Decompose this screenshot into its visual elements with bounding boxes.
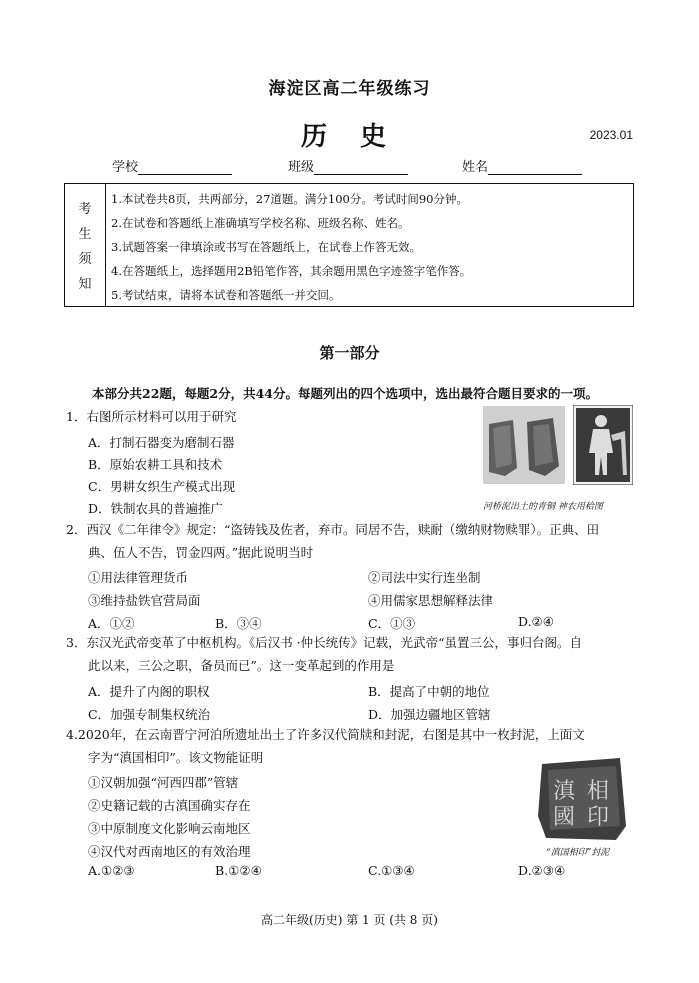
- q1-option-b: B．原始农耕工具和技术: [88, 457, 223, 472]
- q2-item: ④用儒家思想解释法律: [368, 593, 494, 608]
- q4-option-b: B.①②④: [215, 863, 262, 878]
- seal-glyph: 印: [586, 805, 610, 830]
- q1-option-a: A．打制石器变为磨制石器: [88, 435, 235, 450]
- part-instruction: 本部分共22题，每题2分，共44分。每题列出的四个选项中，选出最符合题目要求的一项。: [92, 386, 598, 401]
- q4-option-c: C.①③④: [368, 863, 415, 878]
- q3-option-a: A．提升了内阁的职权: [88, 684, 210, 699]
- question-2-stem-line2: 典、伍人不告，罚金四两。”据此说明当时: [88, 545, 314, 560]
- q1-caption: 河桥泥出土的青铜 神农用秴图: [483, 502, 603, 512]
- name-field: 姓名: [462, 156, 582, 175]
- q3-option-b: B．提高了中朝的地位: [368, 684, 490, 699]
- notice-items: [111, 187, 471, 307]
- q4-option-a: A.①②③: [88, 863, 135, 878]
- bronze-tools-image: [483, 406, 565, 488]
- notice-label: 考 生 须 知: [65, 184, 106, 306]
- q3-option-d: D．加强边疆地区管辖: [368, 707, 491, 722]
- seal-glyph: 國: [552, 805, 576, 830]
- notice-box: [64, 183, 634, 307]
- class-field: 班级: [288, 156, 408, 175]
- q4-item: ①汉朝加强“河西四郡”管辖: [88, 775, 239, 790]
- question-1-stem: 1．右图所示材料可以用于研究: [66, 409, 237, 424]
- part-title: 第一部分: [319, 344, 380, 362]
- notice-item: 3.试题答案一律填涂或书写在答题纸上，在试卷上作答无效。: [111, 240, 421, 254]
- school-field: 学校: [112, 156, 232, 175]
- q4-item: ④汉代对西南地区的有效治理: [88, 844, 251, 859]
- question-4-stem-line1: 4.2020年，在云南晋宁河泊所遗址出土了许多汉代简牍和封泥，右图是其中一枚封泥，上面文: [66, 727, 585, 742]
- exam-title: 海淀区高二年级练习: [268, 79, 431, 99]
- q2-item: ①用法律管理货币: [88, 570, 189, 585]
- question-3-stem-line2: 此以来，三公之职，备员而已”。这一变革起到的作用是: [88, 658, 395, 673]
- q3-option-c: C．加强专制集权统治: [88, 707, 211, 722]
- question-4-stem-line2: 字为“滇国相印”。该文物能证明: [88, 750, 264, 765]
- subject-title: 历 史: [300, 122, 399, 152]
- q4-option-d: D.②③④: [518, 863, 566, 878]
- q2-option-d: D.②④: [518, 614, 554, 629]
- question-2-stem-line1: 2．西汉《二年律令》规定：“盗铸钱及佐者，弃市。同居不告，赎耐（缴纳财物赎罪）。正典、田: [66, 522, 600, 537]
- notice-item: 2.在试卷和答题纸上准确填写学校名称、班级名称、姓名。: [111, 216, 410, 230]
- seal-image: [536, 756, 628, 846]
- question-3-stem-line1: 3．东汉光武帝变革了中枢机构。《后汉书 ·仲长统传》记载，光武帝“虽置三公，事归台阁。自: [66, 635, 583, 650]
- q2-item: ③维持盐铁官营局面: [88, 593, 201, 608]
- q2-option-b: B．③④: [215, 616, 262, 631]
- shennong-plowing-image: [573, 405, 633, 489]
- q2-option-a: A．①②: [88, 616, 135, 631]
- notice-item: 4.在答题纸上，选择题用2B铅笔作答，其余题用黑色字迹签字笔作答。: [111, 264, 472, 278]
- notice-item: 5.考试结束，请将本试卷和答题纸一并交回。: [111, 288, 341, 302]
- page-footer: 高二年级(历史) 第 1 页 (共 8 页): [261, 913, 438, 927]
- seal-glyph: 滇: [552, 779, 576, 804]
- q2-option-c: C．①③: [368, 616, 416, 631]
- q4-caption: “滇国相印”封泥: [546, 848, 610, 858]
- exam-date: 2023.01: [589, 128, 633, 142]
- notice-item: 1.本试卷共8页，共两部分，27道题。满分100分。考试时间90分钟。: [111, 192, 469, 206]
- q4-item: ③中原制度文化影响云南地区: [88, 821, 251, 836]
- seal-glyph: 相: [586, 779, 610, 804]
- q4-item: ②史籍记载的古滇国确实存在: [88, 798, 251, 813]
- q1-option-c: C．男耕女织生产模式出现: [88, 479, 236, 494]
- q1-option-d: D．铁制农具的普遍推广: [88, 501, 224, 516]
- q2-item: ②司法中实行连坐制: [368, 570, 481, 585]
